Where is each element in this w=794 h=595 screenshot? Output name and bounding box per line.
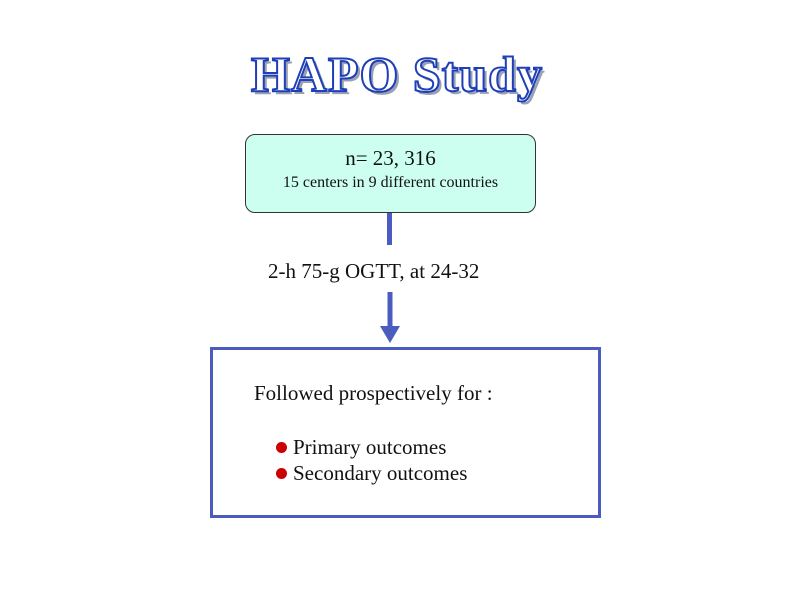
outcome-label: Primary outcomes — [293, 435, 447, 459]
follow-up-box — [210, 347, 601, 518]
list-item-secondary-outcomes — [276, 460, 467, 486]
sample-size-label: n= 23, 316 — [345, 146, 436, 170]
connector-line — [387, 213, 392, 245]
outcome-label: Secondary outcomes — [293, 461, 468, 485]
centers-label: 15 centers in 9 different countries — [282, 174, 499, 191]
down-arrow-icon — [378, 292, 402, 344]
red-bullet-icon — [276, 468, 287, 479]
follow-up-heading: Followed prospectively for : — [254, 381, 493, 405]
ogtt-label: 2-h 75-g OGTT, at 24-32 — [268, 259, 480, 283]
diagram-title: HAPO Study — [250, 46, 543, 102]
list-item-primary-outcomes — [276, 434, 446, 460]
study-population-box — [245, 134, 536, 213]
red-bullet-icon — [276, 442, 287, 453]
